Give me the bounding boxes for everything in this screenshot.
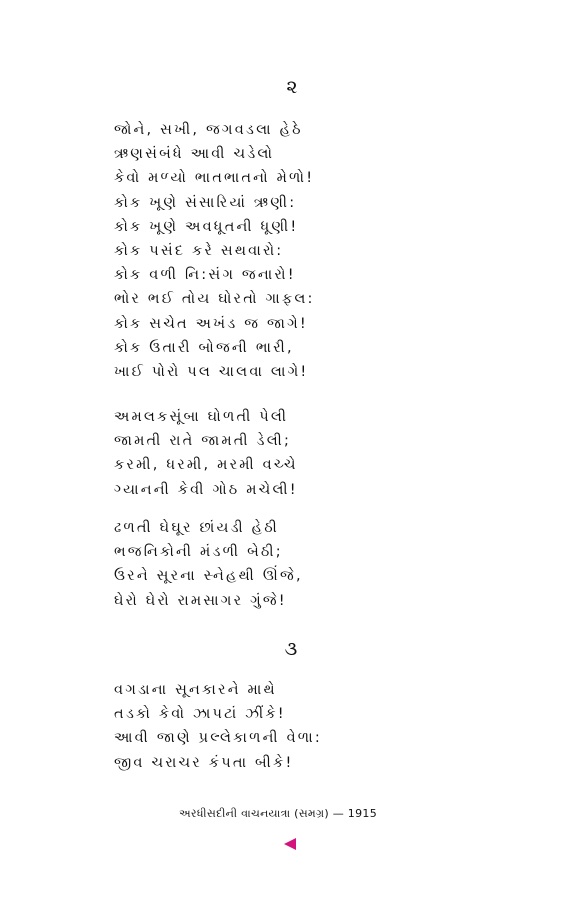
poem-line: જોને, સખી, જગવડલા હેઠે	[114, 122, 303, 138]
poem-line: ઉરને સૂરના સ્નેહથી ઊંજે,	[114, 568, 303, 585]
stanza-1	[114, 118, 315, 384]
poem-line: ઋણસંબંધે આવી ચડેલો	[114, 146, 275, 163]
poem-line: કોક ખૂણે સંસારિયાં ઋણી:	[114, 194, 297, 211]
poem-line: ઢળતી ઘેઘૂર છાંયડી હેઠી	[114, 520, 279, 536]
poem-line: કોક ઉતારી બોજની ભારી,	[114, 339, 294, 356]
poem-line: આવી જાણે પ્રલ્લેકાળની વેળા:	[114, 730, 322, 747]
section-number-2: ૨	[286, 76, 298, 98]
poem-line: કોક સચેત અખંડ જ જાગે!	[114, 315, 308, 332]
poem-line: કોક પસંદ કરે સથવારો:	[114, 242, 284, 259]
stanza-4	[114, 678, 322, 775]
poem-line: ભોર ભઈ તોય ઘોરતો ગાફલ:	[114, 291, 315, 308]
section-number-3: ૩	[284, 638, 298, 660]
stanza-3	[114, 516, 303, 613]
poem-line: ભજનિકોની મંડળી બેઠી;	[114, 544, 283, 561]
triangle-left-icon[interactable]	[284, 838, 296, 850]
poem-line: વગડાના સૂનકારને માથે	[114, 682, 277, 698]
poem-line: તડકો કેવો ઝાપટાં ઝીંકે!	[114, 706, 286, 723]
poem-line: ખાઈ પોરો પલ ચાલવા લાગે!	[114, 363, 309, 380]
poem-line: અમલકસૂંબા ઘોળતી પેલી	[114, 409, 289, 425]
poem-line: જામતી રાતે જામતી ડેલી;	[114, 433, 292, 450]
poem-line: જીવ ચરાચર કંપતા બીકે!	[114, 754, 294, 771]
poem-line: ગ્યાનની કેવી ગોઠ મચેલી!	[114, 481, 298, 498]
poem-line: કોક ખૂણે અવધૂતની ધૂણી!	[114, 218, 299, 235]
page-footer: અરધીસદીની વાચનયાત્રા (સમગ્ર) — 1915	[178, 807, 377, 820]
stanza-2	[114, 405, 298, 502]
poem-line: કેવો મળ્યો ભાતભાતનો મેળો!	[114, 170, 315, 187]
poem-line: કરમી, ધરમી, મરમી વચ્ચે	[114, 457, 298, 474]
poem-line: કોક વળી નિ:સંગ જનારો!	[114, 267, 296, 284]
poem-line: ઘેરો ઘેરો રામસાગર ગુંજે!	[114, 592, 287, 609]
